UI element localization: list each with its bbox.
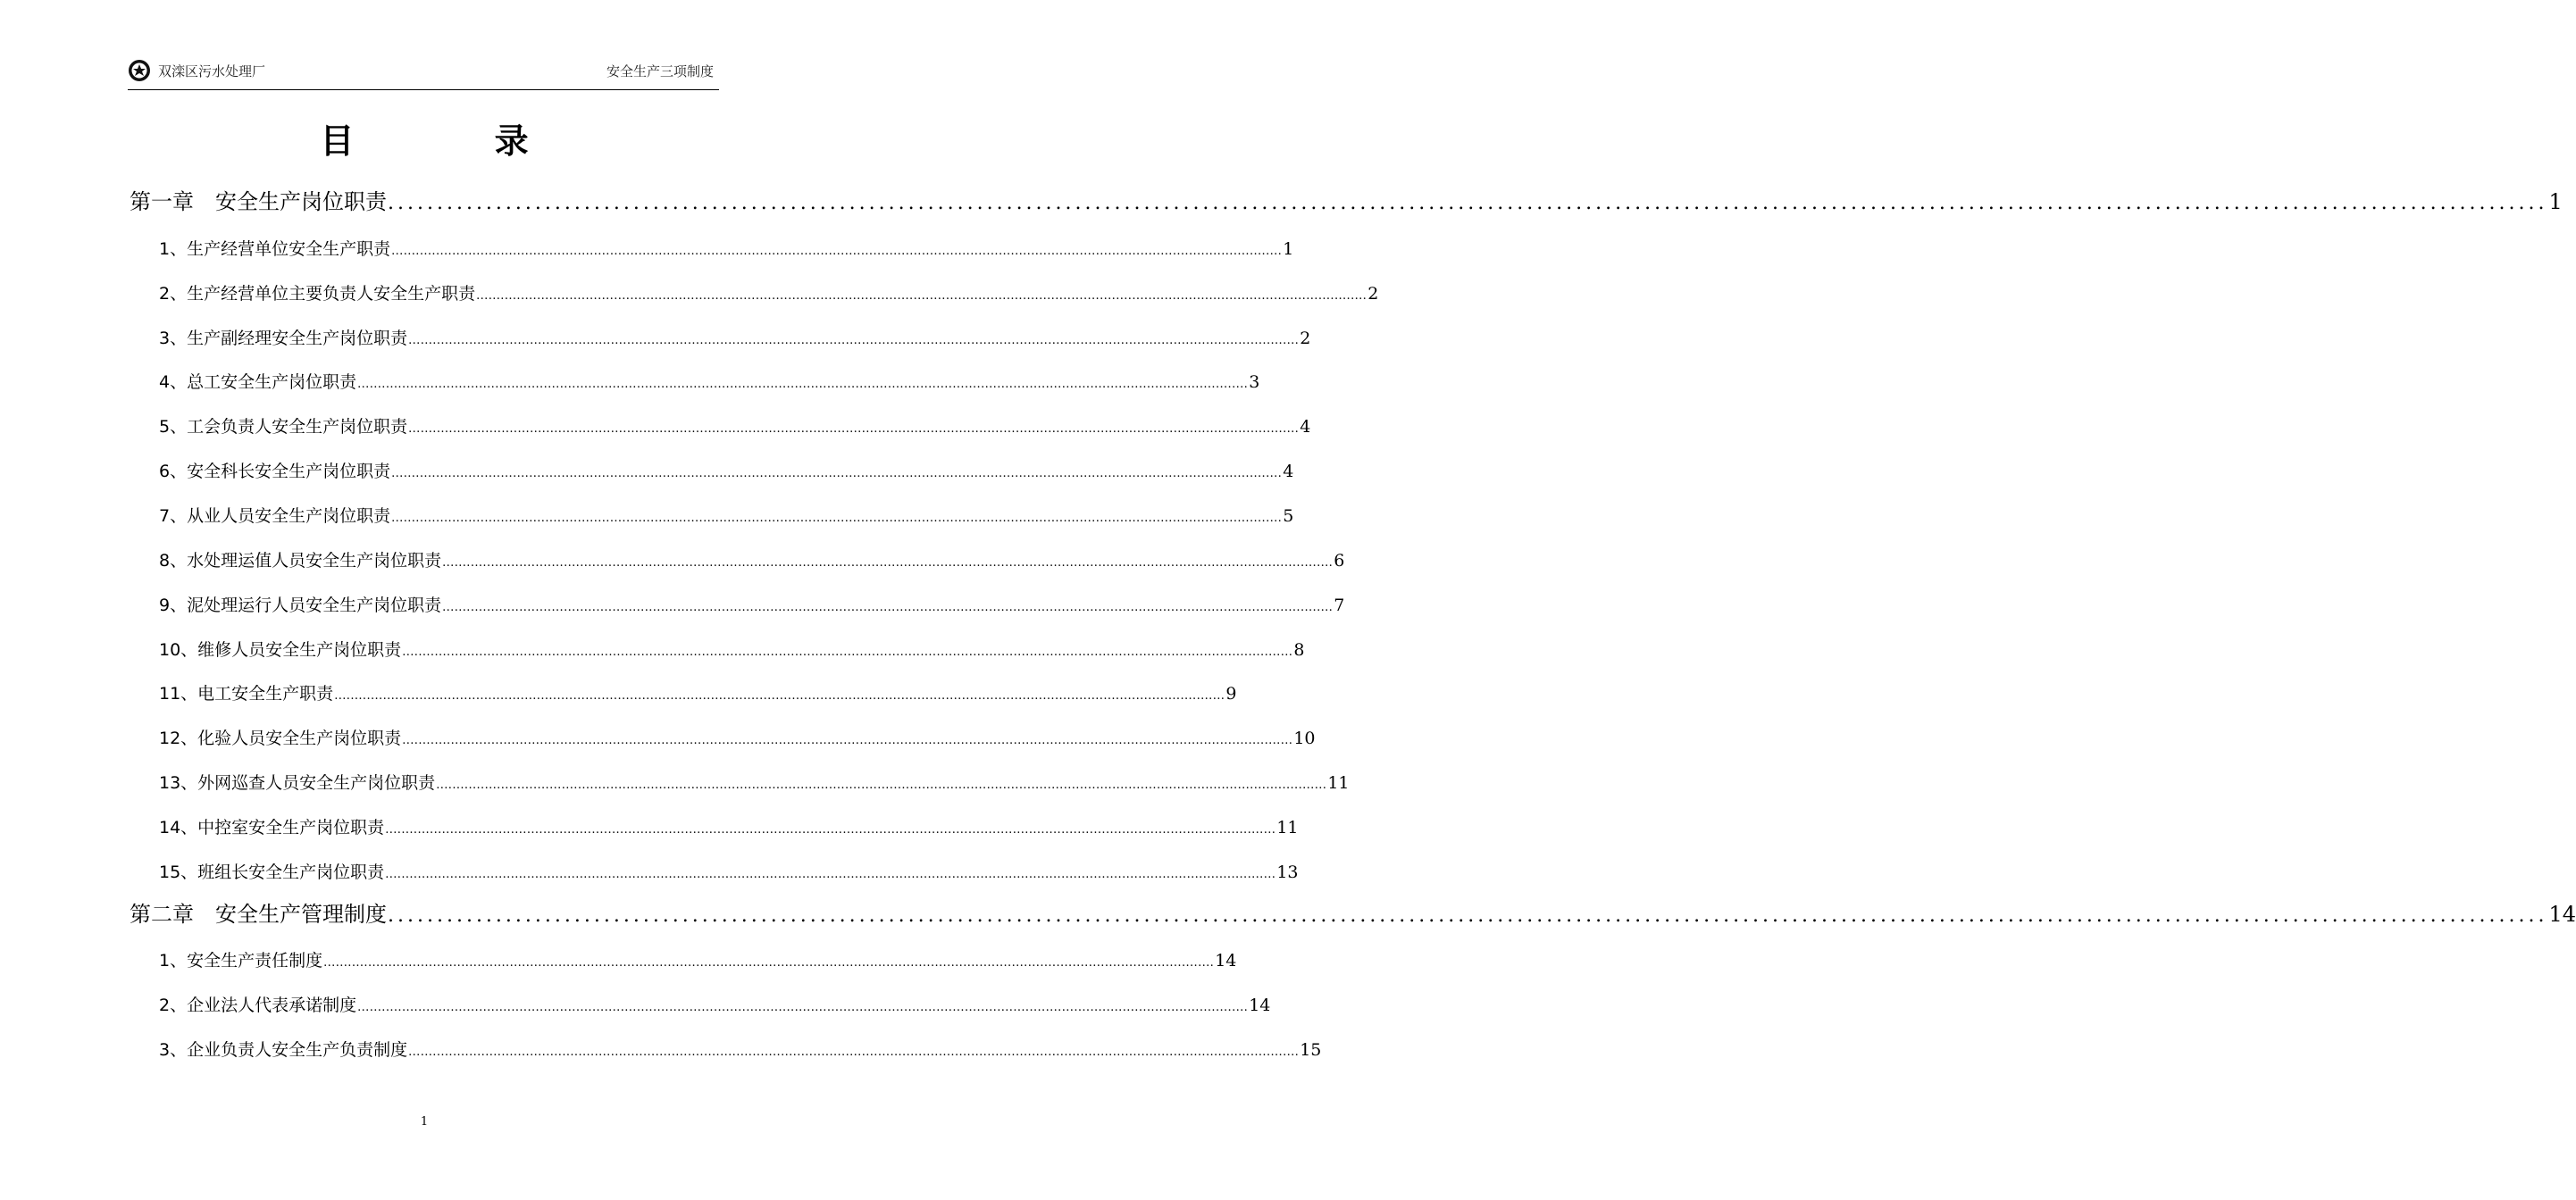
toc-entry[interactable] (159, 1037, 1322, 1061)
toc-entry-label: 12、化验人员安全生产岗位职责 (159, 729, 402, 748)
toc-entry-page: 3 (1249, 372, 1260, 392)
page-header (128, 55, 719, 90)
toc-entry-label: 3、生产副经理安全生产岗位职责 (159, 329, 408, 348)
toc-dot-leader: ............................................................................................................................................................................................................................ (408, 422, 1300, 436)
toc-dot-leader: ............................................................................................................................................................................................................................ (436, 779, 1327, 792)
toc-entry-page: 2 (1367, 284, 1379, 304)
toc-entry[interactable] (159, 280, 1379, 304)
toc-dot-leader: ............................................................................................................................................................................................................................ (408, 334, 1300, 347)
toc-dot-leader: ............................................................................................................................................................................................................................ (402, 734, 1293, 747)
toc-entry-page: 5 (1283, 506, 1294, 526)
toc-entry[interactable] (159, 992, 1271, 1016)
toc-dot-leader: ............................................................................................................................................................................................................................ (357, 1001, 1249, 1014)
toc-entry[interactable] (159, 814, 1299, 838)
toc-entry[interactable] (159, 947, 1237, 971)
toc-entry-page: 11 (1276, 818, 1299, 838)
toc-entry-label: 9、泥处理运行人员安全生产岗位职责 (159, 596, 442, 615)
toc-entry-page: 1 (1283, 239, 1294, 259)
toc-entry-label: 2、企业法人代表承诺制度 (159, 996, 357, 1015)
toc-dot-leader: ............................................................................................................................................................................................................................ (408, 1046, 1300, 1059)
toc-entry-page: 10 (1293, 729, 1316, 748)
toc-chapter-entry[interactable] (130, 896, 2576, 928)
toc-entry-page: 14 (1249, 996, 1271, 1015)
toc-entry-label: 11、电工安全生产职责 (159, 684, 334, 704)
company-logo-icon (128, 59, 151, 82)
page-number: 1 (420, 1115, 429, 1129)
toc-entry-label: 10、维修人员安全生产岗位职责 (159, 640, 402, 660)
toc-entry-label: 3、企业负责人安全生产负责制度 (159, 1040, 408, 1060)
toc-entry-label: 1、生产经营单位安全生产职责 (159, 239, 391, 259)
toc-entry-label: 4、总工安全生产岗位职责 (159, 372, 357, 392)
toc-entry-page: 4 (1283, 462, 1294, 481)
toc-entry[interactable] (159, 325, 1311, 349)
toc-entry-page: 2 (1300, 329, 1311, 348)
toc-dot-leader: ............................................................................................................................................................................................................................ (442, 601, 1334, 614)
toc-entry[interactable] (159, 369, 1260, 393)
toc-entry-label: 14、中控室安全生产岗位职责 (159, 818, 385, 838)
toc-entry[interactable] (159, 680, 1237, 704)
toc-dot-leader: ............................................................................................................................................................................................................................ (391, 245, 1283, 258)
toc-entry[interactable] (159, 637, 1305, 661)
toc-entry-label: 8、水处理运值人员安全生产岗位职责 (159, 551, 442, 571)
toc-entry[interactable] (159, 859, 1299, 883)
toc-entry-page: 14 (1215, 951, 1237, 971)
toc-entry-page: 4 (1300, 417, 1311, 437)
toc-dot-leader: ............................................................................................................................................................................................................................ (385, 823, 1276, 837)
document-name: 安全生产三项制度 (606, 63, 714, 79)
toc-entry[interactable] (159, 503, 1294, 527)
toc-entry-page: 13 (1276, 862, 1299, 882)
toc-entry-page: 6 (1334, 551, 1345, 571)
toc-dot-leader: ............................................................................................................................................................................................................................ (442, 556, 1334, 570)
toc-entry-label: 2、生产经营单位主要负责人安全生产职责 (159, 284, 476, 304)
page-title: 目 录 (320, 121, 593, 161)
toc-entry-label: 第二章 安全生产管理制度 (130, 902, 387, 927)
toc-entry-label: 13、外网巡查人员安全生产岗位职责 (159, 773, 436, 793)
toc-entry-label: 6、安全科长安全生产岗位职责 (159, 462, 391, 481)
toc-dot-leader: ............................................................................................................................................................................................................................ (391, 512, 1283, 525)
toc-dot-leader: ............................................................................................................................................................................................................................ (385, 868, 1276, 881)
toc-entry[interactable] (159, 458, 1294, 482)
toc-entry[interactable] (159, 236, 1294, 260)
toc-entry[interactable] (159, 592, 1345, 616)
toc-dot-leader: ............................................................................................................................................................................................................................ (402, 646, 1293, 659)
toc-entry[interactable] (159, 547, 1345, 571)
toc-dot-leader: ............................................................................................................................................................................................................................ (388, 904, 2548, 927)
toc-entry[interactable] (159, 725, 1316, 749)
toc-entry[interactable] (159, 770, 1350, 794)
toc-entry-page: 8 (1293, 640, 1305, 660)
toc-chapter-entry[interactable] (130, 184, 2563, 215)
toc-entry-page: 15 (1300, 1040, 1322, 1060)
toc-dot-leader: ............................................................................................................................................................................................................................ (323, 956, 1215, 970)
toc-entry-page: 14 (2548, 902, 2576, 927)
toc-entry-label: 7、从业人员安全生产岗位职责 (159, 506, 391, 526)
toc-dot-leader: ............................................................................................................................................................................................................................ (334, 689, 1225, 703)
toc-dot-leader: ............................................................................................................................................................................................................................ (391, 467, 1283, 480)
toc-entry-page: 9 (1225, 684, 1237, 704)
toc-entry-page: 1 (2548, 189, 2563, 214)
toc-entry-label: 15、班组长安全生产岗位职责 (159, 862, 385, 882)
toc-entry-page: 7 (1334, 596, 1345, 615)
toc-entry-label: 第一章 安全生产岗位职责 (130, 189, 387, 214)
toc-dot-leader: ............................................................................................................................................................................................................................ (388, 192, 2548, 214)
toc-entry-page: 11 (1327, 773, 1350, 793)
toc-dot-leader: ............................................................................................................................................................................................................................ (357, 378, 1249, 391)
toc-entry-label: 5、工会负责人安全生产岗位职责 (159, 417, 408, 437)
toc-entry-label: 1、安全生产责任制度 (159, 951, 323, 971)
toc-entry[interactable] (159, 413, 1311, 438)
toc-dot-leader: ............................................................................................................................................................................................................................ (476, 289, 1367, 303)
organization-name: 双滦区污水处理厂 (158, 63, 266, 79)
